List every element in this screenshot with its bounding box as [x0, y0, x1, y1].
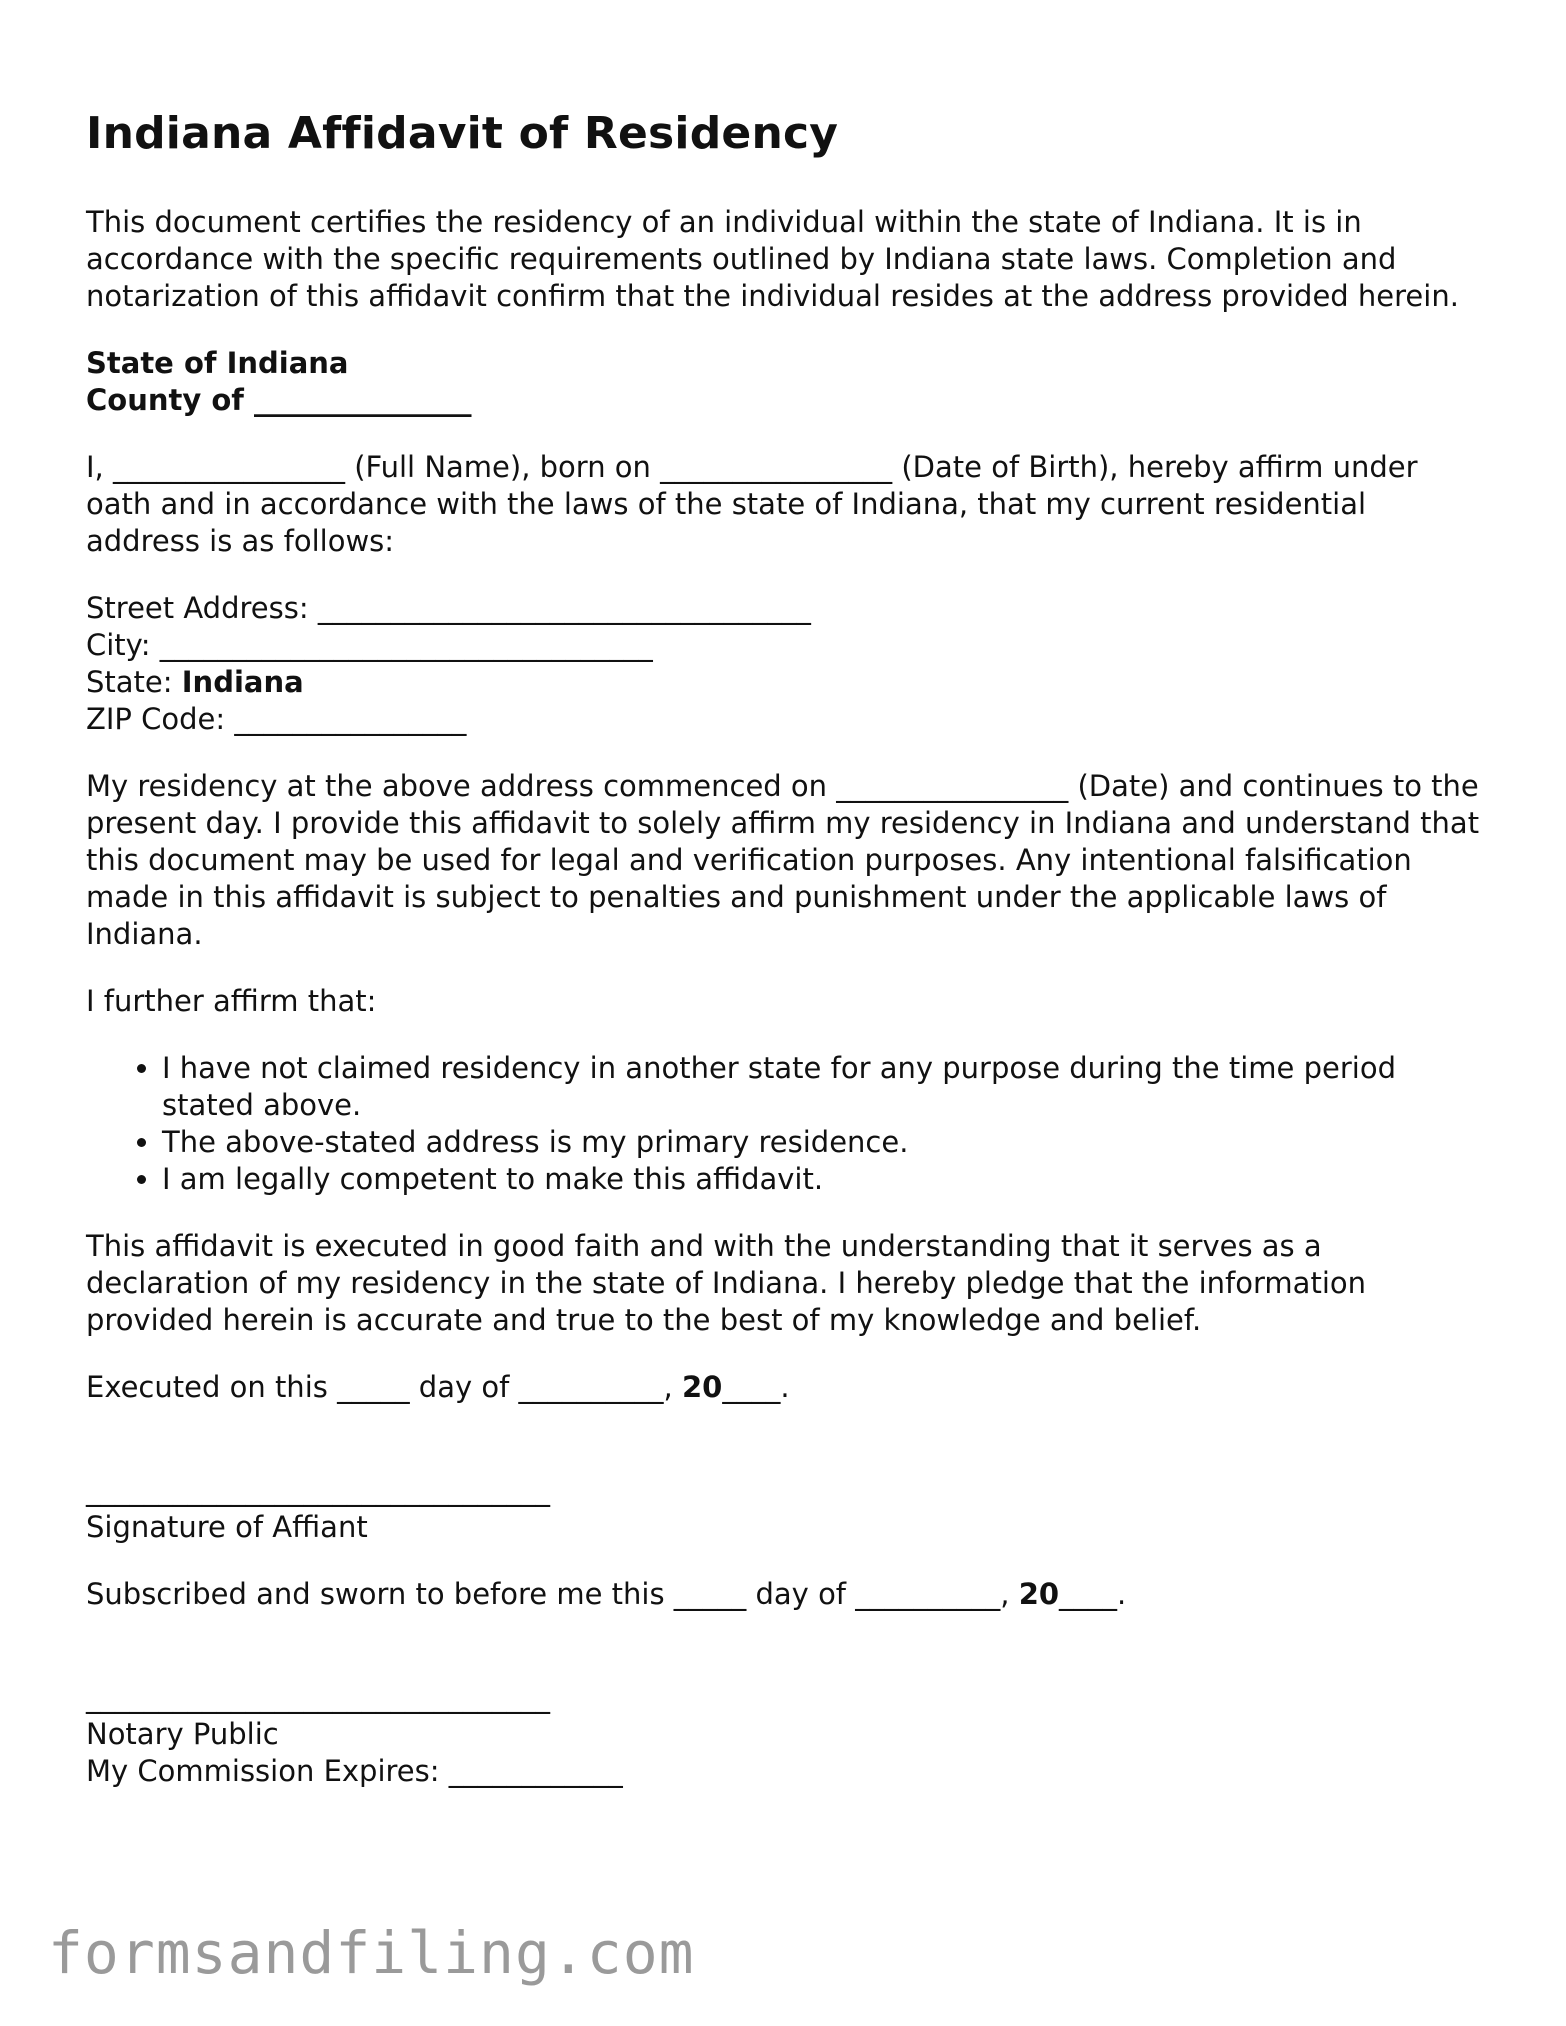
notary-label: Notary Public	[86, 1717, 279, 1751]
list-item: • I am legally competent to make this affidavit.	[162, 1161, 1486, 1198]
watermark: formsandfiling.com	[48, 1919, 695, 1987]
state-value: Indiana	[181, 665, 304, 699]
street-address-field[interactable]: Street Address: __________________________________	[86, 591, 811, 625]
zip-code-field[interactable]: ZIP Code: ________________	[86, 702, 467, 736]
sworn-prefix: Subscribed and sworn to before me this _____ day of __________,	[86, 1577, 1019, 1611]
sworn-date-line[interactable]	[86, 1576, 1486, 1613]
county-field[interactable]: County of _______________	[86, 383, 472, 417]
jurisdiction-block	[86, 345, 1486, 419]
list-item: • The above-stated address is my primary residence.	[162, 1124, 1486, 1161]
executed-suffix: ____.	[722, 1370, 790, 1404]
affiant-signature-label: Signature of Affiant	[86, 1510, 368, 1544]
executed-year-prefix: 20	[681, 1370, 723, 1404]
affiant-signature-block	[86, 1472, 1486, 1546]
executed-prefix: Executed on this _____ day of __________,	[86, 1370, 682, 1404]
list-item: • I have not claimed residency in another state for any purpose during the time period stated above.	[162, 1050, 1486, 1124]
affirmation-list	[86, 1050, 1486, 1198]
state-row	[86, 664, 1486, 701]
executed-date-line[interactable]	[86, 1369, 1486, 1406]
state-label: State:	[86, 665, 182, 699]
commission-expires-field[interactable]: My Commission Expires: ____________	[86, 1754, 623, 1788]
address-block	[86, 590, 1486, 738]
notary-block	[86, 1679, 1486, 1790]
state-heading: State of Indiana	[86, 346, 349, 380]
good-faith-paragraph: This affidavit is executed in good faith and with the understanding that it serves as a declaration of my residency in the state of Indiana. I hereby pledge that the information provided herein is accurate and true to the best of my knowledge and belief.	[86, 1229, 1366, 1337]
document-title: Indiana Affidavit of Residency	[86, 108, 839, 159]
intro-paragraph: This document certifies the residency of an individual within the state of Indiana. It is in accordance with the specific requirements outlined by Indiana state laws. Completion and notarization of this affidavit confirm that the individual resides at the address provided herein.	[86, 205, 1459, 313]
sworn-year-prefix: 20	[1018, 1577, 1060, 1611]
further-affirm-heading: I further affirm that:	[86, 984, 377, 1018]
sworn-suffix: ____.	[1059, 1577, 1127, 1611]
affirmation-paragraph[interactable]: I, ________________ (Full Name), born on ________________ (Date of Birth), hereby affirm under oath and in accordance with the laws of the state of Indiana, that my current residential address is as follows:	[86, 450, 1418, 558]
city-field[interactable]: City: __________________________________	[86, 628, 653, 662]
notary-signature-line[interactable]: ________________________________	[86, 1680, 550, 1714]
affidavit-document	[86, 104, 1486, 1820]
affiant-signature-line[interactable]: ________________________________	[86, 1473, 550, 1507]
residency-paragraph[interactable]: My residency at the above address commenced on ________________ (Date) and continues to the present day. I provide this affidavit to solely affirm my residency in Indiana and understand that this document may be used for legal and verification purposes. Any intentional falsification made in this affidavit is subject to penalties and punishment under the applicable laws of Indiana.	[86, 769, 1480, 951]
